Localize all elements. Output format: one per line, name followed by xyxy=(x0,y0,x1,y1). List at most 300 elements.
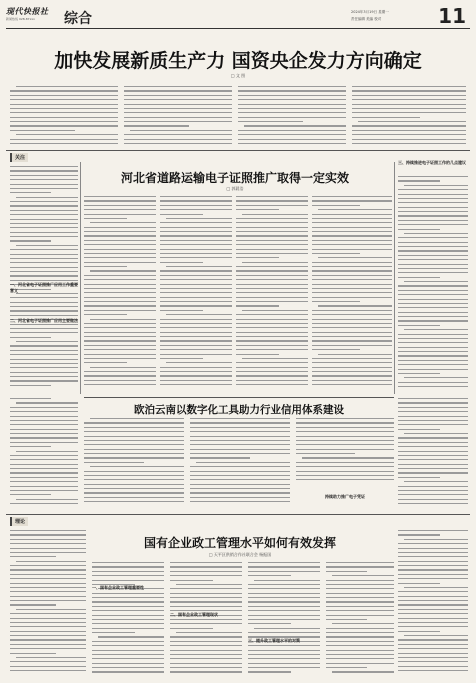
text-line xyxy=(160,301,232,302)
text-line xyxy=(326,562,394,563)
text-line xyxy=(236,323,308,324)
text-line xyxy=(248,671,291,672)
text-line xyxy=(318,257,392,258)
page-number: 11 xyxy=(438,4,466,28)
text-line xyxy=(312,367,392,368)
text-line xyxy=(398,648,468,649)
text-line xyxy=(90,222,156,223)
text-line xyxy=(398,299,468,300)
text-line xyxy=(398,472,468,473)
text-line xyxy=(398,490,468,491)
text-line xyxy=(238,121,303,122)
text-line xyxy=(398,653,468,654)
text-line xyxy=(10,548,86,549)
section-tag-theory: 理论 xyxy=(10,517,28,526)
text-line xyxy=(312,196,392,197)
subhead-3: 三、持续推进电子证照工作的几点建议 xyxy=(398,160,466,165)
text-line xyxy=(84,471,184,472)
text-line xyxy=(84,288,156,289)
text-line xyxy=(84,340,156,341)
text-line xyxy=(166,314,232,315)
text-line xyxy=(236,200,308,201)
text-line xyxy=(10,552,86,553)
text-line xyxy=(398,364,468,365)
text-line xyxy=(398,486,468,487)
text-line xyxy=(84,266,127,267)
text-line xyxy=(84,235,156,236)
text-line xyxy=(84,227,156,228)
text-line xyxy=(90,270,156,271)
text-line xyxy=(160,384,232,385)
text-line xyxy=(10,424,78,425)
text-line xyxy=(312,235,392,236)
text-line xyxy=(10,112,118,113)
text-line xyxy=(236,354,279,355)
text-line xyxy=(160,345,232,346)
text-line xyxy=(10,223,78,224)
text-line xyxy=(84,323,156,324)
text-line xyxy=(352,117,420,118)
text-line xyxy=(296,471,394,472)
text-line xyxy=(160,319,232,320)
text-line xyxy=(160,275,232,276)
text-line xyxy=(10,90,118,91)
text-line xyxy=(160,244,232,245)
text-line xyxy=(236,375,308,376)
text-line xyxy=(398,429,440,430)
text-line xyxy=(398,189,468,190)
text-line xyxy=(242,358,308,359)
text-line xyxy=(84,440,184,441)
text-line xyxy=(10,210,78,211)
text-line xyxy=(92,667,164,668)
text-line xyxy=(312,327,392,328)
text-line xyxy=(10,117,118,118)
third-col-1 xyxy=(84,418,184,510)
text-line xyxy=(398,264,468,265)
text-line xyxy=(84,371,156,372)
text-line xyxy=(318,209,392,210)
text-line xyxy=(84,462,144,463)
text-line xyxy=(10,407,78,408)
text-line xyxy=(318,305,392,306)
text-line xyxy=(398,229,440,230)
text-line xyxy=(296,427,394,428)
text-line xyxy=(398,338,468,339)
text-line xyxy=(92,650,164,651)
text-line xyxy=(10,455,78,456)
text-line xyxy=(84,475,184,476)
text-line xyxy=(398,259,468,260)
text-line xyxy=(10,666,86,667)
text-line xyxy=(398,398,468,399)
text-line xyxy=(170,658,242,659)
main-byline: □ 文 图 xyxy=(230,73,246,78)
text-line xyxy=(166,266,232,267)
text-line xyxy=(326,667,367,668)
text-line xyxy=(10,539,86,540)
text-line xyxy=(84,262,156,263)
text-line xyxy=(398,246,468,247)
text-line xyxy=(170,593,242,594)
text-line xyxy=(326,580,394,581)
right-column-2 xyxy=(398,398,468,510)
text-line xyxy=(398,268,468,269)
text-line xyxy=(10,337,51,338)
text-line xyxy=(238,143,346,144)
text-line xyxy=(10,184,78,185)
text-line xyxy=(10,648,86,649)
text-line xyxy=(92,663,164,664)
text-line xyxy=(84,362,127,363)
text-line xyxy=(84,492,184,493)
section-tag-focus: 关注 xyxy=(10,153,28,162)
text-line xyxy=(398,622,468,623)
text-line xyxy=(84,501,184,502)
text-line xyxy=(10,653,56,654)
text-line xyxy=(312,249,392,250)
text-line xyxy=(84,314,127,315)
text-line xyxy=(318,354,392,355)
text-line xyxy=(84,297,156,298)
text-line xyxy=(398,312,468,313)
text-line xyxy=(398,604,468,605)
text-line xyxy=(92,658,164,659)
text-line xyxy=(10,179,78,180)
text-line xyxy=(10,472,78,473)
text-line xyxy=(92,641,164,642)
text-line xyxy=(404,377,468,378)
text-line xyxy=(248,654,320,655)
text-line xyxy=(170,645,242,646)
text-line xyxy=(238,117,346,118)
text-line xyxy=(170,597,242,598)
text-line xyxy=(312,279,392,280)
text-line xyxy=(92,571,164,572)
text-line xyxy=(236,380,308,381)
text-line xyxy=(124,90,232,91)
text-line xyxy=(160,200,232,201)
text-line xyxy=(352,112,466,113)
text-line xyxy=(248,588,320,589)
text-line xyxy=(326,619,367,620)
text-line xyxy=(398,626,468,627)
text-line xyxy=(10,626,86,627)
text-line xyxy=(10,143,118,144)
text-line xyxy=(398,347,468,348)
text-line xyxy=(312,222,392,223)
text-line xyxy=(296,444,394,445)
text-line xyxy=(176,632,242,633)
text-line xyxy=(312,275,392,276)
text-line xyxy=(398,591,468,592)
text-line xyxy=(248,597,320,598)
text-line xyxy=(236,253,308,254)
text-line xyxy=(302,457,394,458)
text-line xyxy=(236,367,308,368)
text-line xyxy=(10,503,78,504)
text-line xyxy=(332,575,394,576)
text-line xyxy=(196,462,290,463)
text-line xyxy=(10,596,86,597)
text-line xyxy=(312,205,360,206)
text-line xyxy=(248,610,320,611)
text-line xyxy=(242,262,308,263)
text-line xyxy=(10,618,86,619)
text-line xyxy=(242,310,308,311)
text-line xyxy=(404,587,468,588)
text-line xyxy=(248,575,291,576)
text-line xyxy=(248,658,320,659)
text-line xyxy=(160,305,232,306)
text-line xyxy=(84,327,156,328)
text-line xyxy=(326,584,394,585)
text-line xyxy=(160,279,232,280)
text-line xyxy=(10,175,78,176)
text-line xyxy=(84,196,156,197)
text-line xyxy=(92,628,164,629)
text-line xyxy=(398,578,468,579)
text-line xyxy=(296,449,394,450)
text-line xyxy=(92,671,164,672)
second-col-1 xyxy=(84,196,156,394)
text-line xyxy=(326,645,394,646)
text-line xyxy=(398,556,468,557)
text-line xyxy=(398,320,468,321)
text-line xyxy=(398,402,468,403)
text-line xyxy=(10,411,78,412)
text-line xyxy=(10,240,51,241)
column-rule xyxy=(80,162,81,394)
text-line xyxy=(326,566,394,567)
text-line xyxy=(236,231,308,232)
text-line xyxy=(398,455,468,456)
text-line xyxy=(98,636,164,637)
text-line xyxy=(190,501,290,502)
text-line xyxy=(326,588,394,589)
theory-col-2 xyxy=(92,562,164,678)
text-line xyxy=(84,349,156,350)
text-line xyxy=(84,422,184,423)
text-line xyxy=(10,631,86,632)
text-line xyxy=(332,623,394,624)
text-line xyxy=(326,610,394,611)
text-line xyxy=(10,139,118,140)
theory-col-1 xyxy=(10,530,86,678)
text-line xyxy=(10,622,86,623)
text-line xyxy=(160,262,203,263)
text-line xyxy=(160,227,232,228)
text-line xyxy=(296,475,394,476)
text-line xyxy=(398,411,468,412)
text-line xyxy=(124,108,232,109)
text-line xyxy=(248,571,320,572)
text-line xyxy=(10,310,78,311)
text-line xyxy=(160,371,232,372)
text-line xyxy=(236,292,308,293)
text-line xyxy=(10,587,86,588)
third-col-2 xyxy=(190,418,290,510)
text-line xyxy=(84,301,156,302)
text-line xyxy=(90,466,184,467)
text-line xyxy=(10,192,51,193)
text-line xyxy=(312,214,392,215)
text-line xyxy=(398,609,468,610)
text-line xyxy=(160,222,232,223)
text-line xyxy=(10,249,78,250)
text-line xyxy=(124,121,232,122)
text-line xyxy=(248,562,320,563)
text-line xyxy=(352,86,466,87)
text-line xyxy=(352,104,466,105)
text-line xyxy=(190,436,290,437)
text-line xyxy=(160,380,232,381)
text-line xyxy=(170,580,213,581)
text-line xyxy=(190,453,290,454)
text-line xyxy=(170,619,242,620)
text-line xyxy=(248,650,320,651)
text-line xyxy=(170,606,242,607)
text-line xyxy=(398,543,468,544)
text-line xyxy=(92,575,164,576)
text-line xyxy=(404,481,468,482)
text-line xyxy=(160,349,232,350)
text-line xyxy=(248,615,320,616)
text-line xyxy=(160,235,232,236)
text-line xyxy=(398,600,468,601)
text-line xyxy=(16,341,78,342)
text-line xyxy=(190,497,290,498)
text-line xyxy=(10,543,86,544)
text-line xyxy=(170,628,213,629)
text-line xyxy=(84,375,156,376)
text-line xyxy=(236,227,308,228)
text-line xyxy=(296,418,394,419)
text-line xyxy=(84,497,184,498)
text-line xyxy=(398,307,468,308)
subhead-1: 一、河北省电子证照推广应用工作重要意义 xyxy=(10,282,78,293)
article-body-4 xyxy=(352,86,466,148)
text-line xyxy=(10,258,78,259)
text-line xyxy=(236,362,308,363)
text-line xyxy=(236,301,308,302)
text-line xyxy=(10,494,51,495)
text-line xyxy=(352,95,466,96)
text-line xyxy=(332,671,394,672)
text-line xyxy=(248,632,320,633)
text-line xyxy=(398,207,468,208)
subhead-4: 一、国有企业政工管理重要性 xyxy=(92,585,144,590)
text-line xyxy=(84,305,156,306)
text-line xyxy=(124,95,232,96)
text-line xyxy=(124,86,232,87)
text-line xyxy=(160,196,232,197)
text-line xyxy=(398,468,468,469)
fourth-byline: □ 天平区供销合作社联合会 杨振国 xyxy=(208,552,272,557)
text-line xyxy=(312,314,392,315)
text-line xyxy=(10,350,78,351)
text-line xyxy=(160,253,232,254)
text-line xyxy=(398,596,468,597)
text-line xyxy=(398,360,468,361)
text-line xyxy=(10,254,78,255)
text-line xyxy=(10,302,78,303)
subhead-2: 二、河北省电子证照推广应用主要做法 xyxy=(10,318,78,323)
text-line xyxy=(312,301,360,302)
text-line xyxy=(190,492,290,493)
text-line xyxy=(124,99,232,100)
text-line xyxy=(398,386,468,387)
text-line xyxy=(92,645,164,646)
theory-col-6 xyxy=(398,530,468,678)
text-line xyxy=(398,503,468,504)
text-line xyxy=(10,367,78,368)
text-line xyxy=(236,297,308,298)
text-line xyxy=(238,112,346,113)
text-line xyxy=(398,285,468,286)
text-line xyxy=(398,303,468,304)
text-line xyxy=(296,462,394,463)
text-line xyxy=(170,671,242,672)
text-line xyxy=(10,464,78,465)
text-line xyxy=(10,280,78,281)
text-line xyxy=(238,130,346,131)
text-line xyxy=(10,236,78,237)
text-line xyxy=(10,420,78,421)
text-line xyxy=(10,661,86,662)
text-line xyxy=(16,499,78,500)
text-line xyxy=(16,609,86,610)
text-line xyxy=(170,650,242,651)
text-line xyxy=(10,591,86,592)
text-line xyxy=(92,593,164,594)
text-line xyxy=(312,227,392,228)
text-line xyxy=(160,332,232,333)
text-line xyxy=(84,358,156,359)
text-line xyxy=(10,297,78,298)
text-line xyxy=(312,380,392,381)
second-col-4 xyxy=(312,196,392,394)
text-line xyxy=(236,235,308,236)
text-line xyxy=(92,606,164,607)
text-line xyxy=(10,227,78,228)
text-line xyxy=(10,104,118,105)
text-line xyxy=(10,429,78,430)
text-line xyxy=(312,310,392,311)
text-line xyxy=(296,431,394,432)
text-line xyxy=(238,108,346,109)
fourth-headline: 国有企业政工管理水平如何有效发挥 xyxy=(143,536,336,550)
text-line xyxy=(160,270,232,271)
text-line xyxy=(10,556,56,557)
text-line xyxy=(84,449,184,450)
text-line xyxy=(236,305,279,306)
text-line xyxy=(10,639,86,640)
text-line xyxy=(296,440,394,441)
text-line xyxy=(248,663,320,664)
text-line xyxy=(236,349,308,350)
text-line xyxy=(10,166,78,167)
text-line xyxy=(92,619,164,620)
text-line xyxy=(236,209,279,210)
text-line xyxy=(398,224,468,225)
text-line xyxy=(10,670,86,671)
text-line xyxy=(236,249,308,250)
text-line xyxy=(160,205,232,206)
text-line xyxy=(84,292,156,293)
text-line xyxy=(92,632,135,633)
text-line xyxy=(10,530,86,531)
